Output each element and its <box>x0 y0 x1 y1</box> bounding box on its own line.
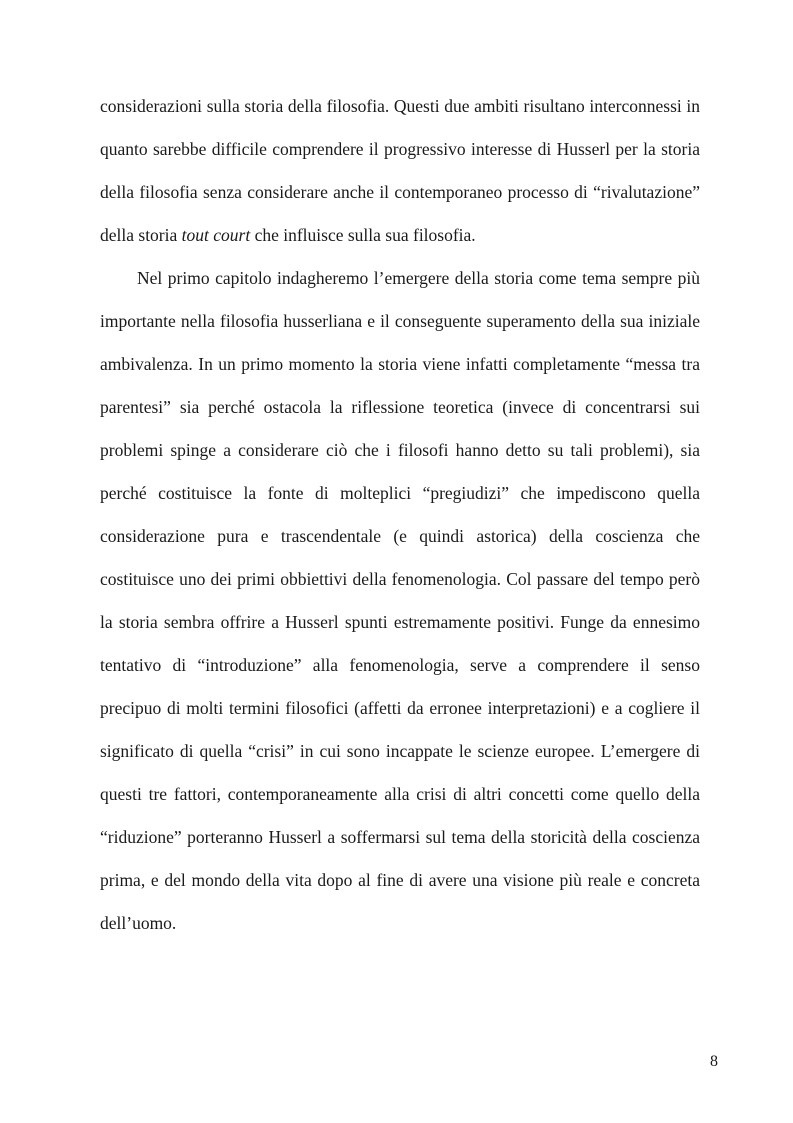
paragraph-1 <box>100 85 700 257</box>
italic-phrase: tout court <box>181 225 251 245</box>
page-body <box>100 85 700 945</box>
paragraph-2: Nel primo capitolo indagheremo l’emergere della storia come tema sempre più importante nella filosofia husserliana e il conseguente superamento della sua iniziale ambivalenza. In un primo momento la storia viene infatti completamente “messa tra parentesi” sia perché ostacola la riflessione teoretica (invece di concentrarsi sui problemi spinge a considerare ciò che i filosofi hanno detto su tali problemi), sia perché costituisce la fonte di molteplici “pregiudizi” che impediscono quella considerazione pura e trascendentale (e quindi astorica) della coscienza che costituisce uno dei primi obbiettivi della fenomenologia. Col passare del tempo però la storia sembra offrire a Husserl spunti estremamente positivi. Funge da ennesimo tentativo di “introduzione” alla fenomenologia, serve a comprendere il senso precipuo di molti termini filosofici (affetti da erronee interpretazioni) e a cogliere il significato di quella “crisi” in cui sono incappate le scienze europee. L’emergere di questi tre fattori, contemporaneamente alla crisi di altri concetti come quello della “riduzione” porteranno Husserl a soffermarsi sul tema della storicità della coscienza prima, e del mondo della vita dopo al fine di avere una visione più reale e concreta dell’uomo. <box>100 268 700 933</box>
paragraph-1-text-start: considerazioni sulla storia della filosofia. Questi due ambiti risultano interconnessi in quanto sarebbe difficile comprendere il progressivo interesse di Husserl per la storia della filosofia senza considerare anche il contemporaneo processo di “rivalutazione” della storia <box>100 96 700 245</box>
paragraph-1-text-end: che influisce sulla sua filosofia. <box>250 225 476 245</box>
page-number: 8 <box>710 1053 718 1070</box>
